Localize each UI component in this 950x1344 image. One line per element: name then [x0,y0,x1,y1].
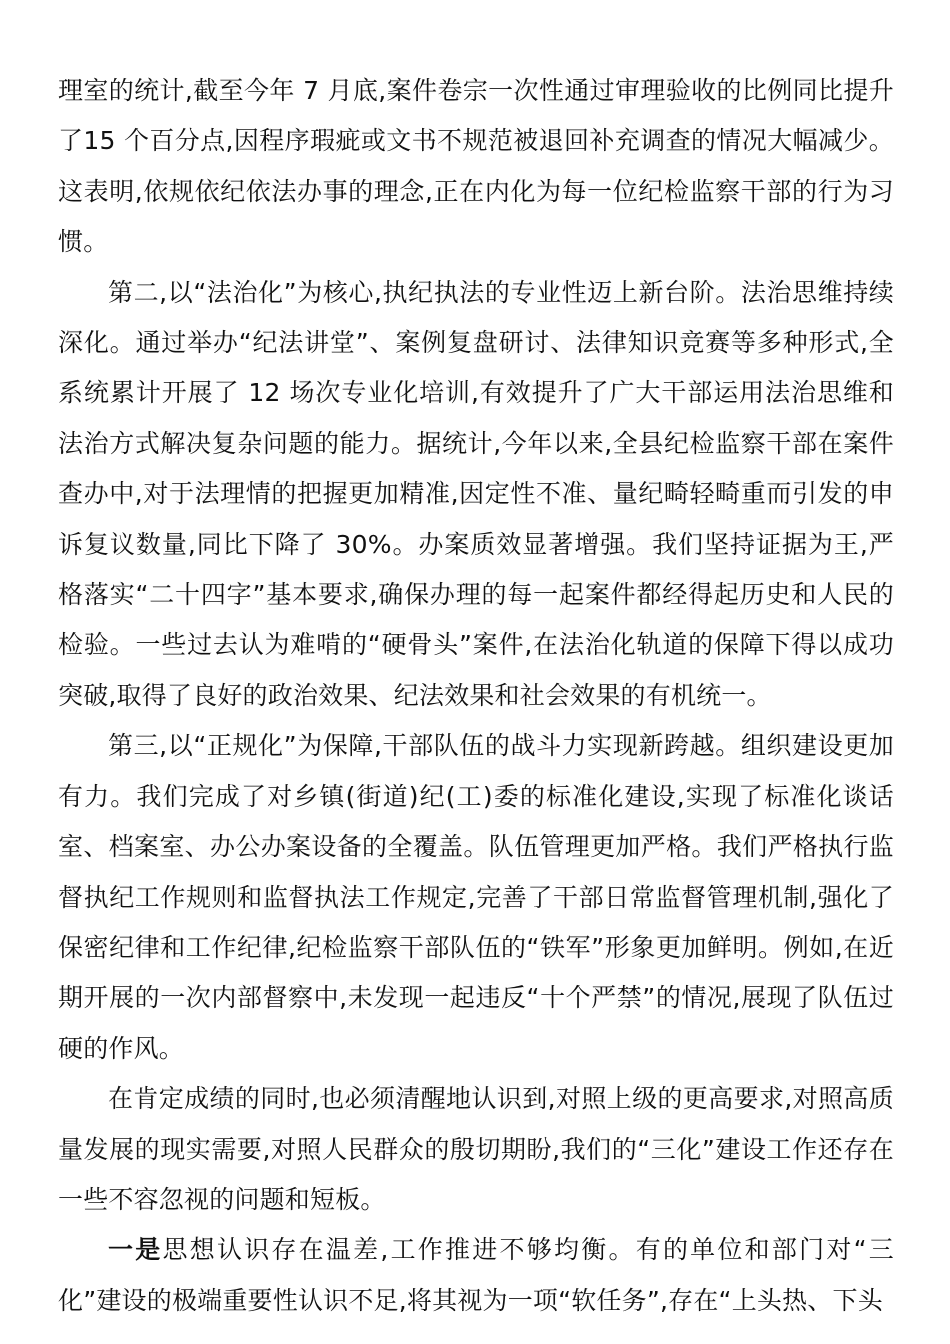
paragraph-2-text: 第二,以“法治化”为核心,执纪执法的专业性迈上新台阶。法治思维持续深化。通过举办“纪法讲堂”、案例复盘研讨、法律知识竞赛等多种形式,全系统累计开展了 12 场次专业化培训,有效提升了广大干部运用法治思维和法治方式解决复杂问题的能力。据统计,今年以来,全县纪检监察干部在案件查办中,对于法理情的把握更加精准,因定性不准、量纪畸轻畸重而引发的申诉复议数量,同比下降了 30%。办案质效显著增强。我们坚持证据为王,严格落实“二十四字”基本要求,确保办理的每一起案件都经得起历史和人民的检验。一些过去认为难啃的“硬骨头”案件,在法治化轨道的保障下得以成功突破,取得了良好的政治效果、纪法效果和社会效果的有机统一。 [58,277,894,710]
paragraph-4 [58,1074,894,1225]
paragraph-5-lead: 一是 [108,1235,163,1265]
paragraph-3-text: 第三,以“正规化”为保障,干部队伍的战斗力实现新跨越。组织建设更加有力。我们完成了对乡镇(街道)纪(工)委的标准化建设,实现了标准化谈话室、档案室、办公办案设备的全覆盖。队伍管理更加严格。我们严格执行监督执纪工作规则和监督执法工作规定,完善了干部日常监督管理机制,强化了保密纪律和工作纪律,纪检监察干部队伍的“铁军”形象更加鲜明。例如,在近期开展的一次内部督察中,未发现一起违反“十个严禁”的情况,展现了队伍过硬的作风。 [58,731,894,1063]
paragraph-4-text: 在肯定成绩的同时,也必须清醒地认识到,对照上级的更高要求,对照高质量发展的现实需要,对照人民群众的殷切期盼,我们的“三化”建设工作还存在一些不容忽视的问题和短板。 [58,1084,894,1214]
paragraph-1-text: 理室的统计,截至今年 7 月底,案件卷宗一次性通过审理验收的比例同比提升了15 个百分点,因程序瑕疵或文书不规范被退回补充调查的情况大幅减少。这表明,依规依纪依法办事的理念,正在内化为每一位纪检监察干部的行为习惯。 [58,76,894,257]
paragraph-1 [58,66,894,268]
paragraph-3 [58,721,894,1074]
paragraph-5-text: 思想认识存在温差,工作推进不够均衡。有的单位和部门对“三化”建设的极端重要性认识不足,将其视为一项“软任务”,存在“上头热、下头 [58,1235,894,1315]
paragraph-5 [58,1225,894,1326]
document-page [58,66,894,1326]
paragraph-2 [58,268,894,722]
